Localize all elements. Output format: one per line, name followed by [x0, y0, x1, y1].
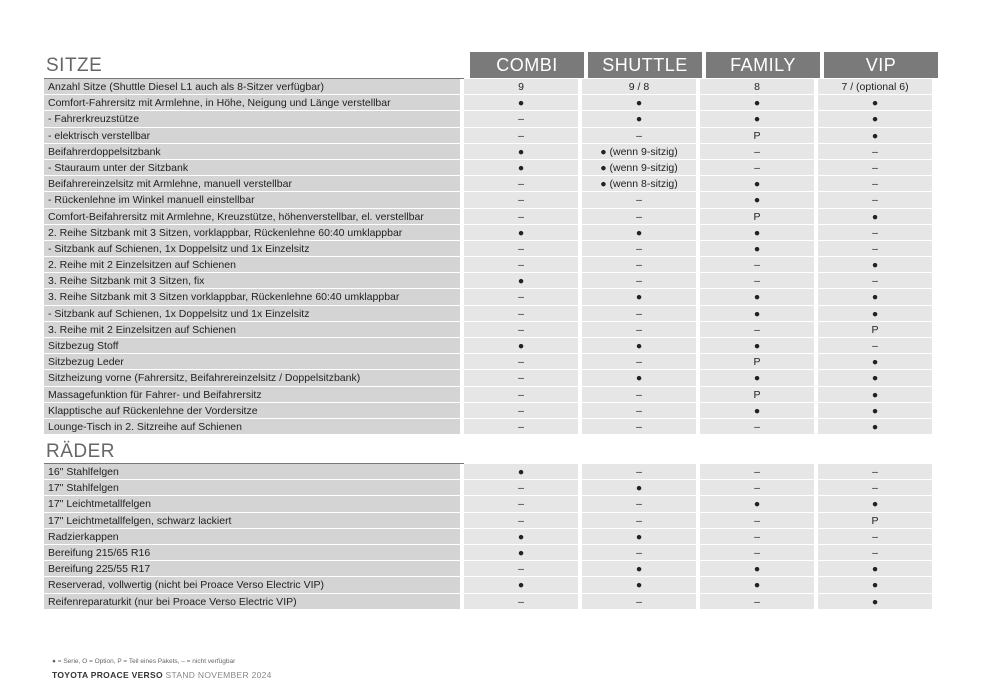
cell-combi: – [464, 111, 578, 127]
cell-vip: ● [818, 370, 932, 386]
cell-vip: ● [818, 306, 932, 322]
row-label: Beifahrerdoppelsitzbank [44, 144, 460, 160]
cell-combi: – [464, 176, 578, 192]
cell-vip: – [818, 160, 932, 176]
cell-combi: – [464, 403, 578, 419]
row-label: - elektrisch verstellbar [44, 128, 460, 144]
row-label: 17" Leichtmetallfelgen, schwarz lackiert [44, 513, 460, 529]
cell-shuttle: – [582, 322, 696, 338]
cell-vip: P [818, 322, 932, 338]
cell-combi: – [464, 387, 578, 403]
cell-vip: ● [818, 577, 932, 593]
row-label: Bereifung 215/65 R16 [44, 545, 460, 561]
cell-shuttle: – [582, 128, 696, 144]
cell-shuttle: ● [582, 289, 696, 305]
table-row [44, 513, 942, 529]
raeder-table [44, 464, 942, 610]
cell-vip: ● [818, 561, 932, 577]
cell-combi: ● [464, 529, 578, 545]
cell-family: P [700, 354, 814, 370]
table-row [44, 545, 942, 561]
cell-shuttle: – [582, 419, 696, 435]
cell-combi: – [464, 289, 578, 305]
cell-combi: 9 [464, 79, 578, 95]
cell-combi: ● [464, 577, 578, 593]
table-row [44, 403, 942, 419]
cell-family: – [700, 464, 814, 480]
cell-combi: ● [464, 273, 578, 289]
cell-family: ● [700, 577, 814, 593]
row-label: 2. Reihe mit 2 Einzelsitzen auf Schienen [44, 257, 460, 273]
cell-shuttle: – [582, 387, 696, 403]
cell-family: – [700, 144, 814, 160]
cell-vip: – [818, 480, 932, 496]
cell-family: ● [700, 95, 814, 111]
cell-combi: ● [464, 464, 578, 480]
section-title: SITZE [46, 55, 103, 76]
table-row [44, 529, 942, 545]
table-row [44, 160, 942, 176]
row-label: Reserverad, vollwertig (nicht bei Proace Verso Electric VIP) [44, 577, 460, 593]
cell-family: – [700, 322, 814, 338]
row-label: Massagefunktion für Fahrer- und Beifahrersitz [44, 387, 460, 403]
table-row [44, 79, 942, 95]
cell-shuttle: ● [582, 561, 696, 577]
cell-vip: ● [818, 111, 932, 127]
cell-vip: – [818, 464, 932, 480]
cell-family: ● [700, 111, 814, 127]
row-label: Bereifung 225/55 R17 [44, 561, 460, 577]
cell-vip: ● [818, 289, 932, 305]
row-label: 3. Reihe Sitzbank mit 3 Sitzen vorklappbar, Rückenlehne 60:40 umklappbar [44, 289, 460, 305]
cell-shuttle: – [582, 209, 696, 225]
column-header-shuttle: SHUTTLE [588, 52, 702, 78]
footer-brand [52, 670, 272, 680]
cell-shuttle: – [582, 306, 696, 322]
column-header-vip: VIP [824, 52, 938, 78]
cell-family: ● [700, 225, 814, 241]
cell-shuttle: – [582, 241, 696, 257]
cell-shuttle: 9 / 8 [582, 79, 696, 95]
cell-family: ● [700, 561, 814, 577]
row-label: Klapptische auf Rückenlehne der Vordersitze [44, 403, 460, 419]
cell-shuttle: – [582, 513, 696, 529]
stand-date: STAND NOVEMBER 2024 [165, 670, 272, 680]
cell-family: – [700, 529, 814, 545]
cell-family: – [700, 257, 814, 273]
column-header-family: FAMILY [706, 52, 820, 78]
cell-shuttle: – [582, 464, 696, 480]
cell-shuttle: ● (wenn 9-sitzig) [582, 160, 696, 176]
table-row [44, 95, 942, 111]
cell-vip: ● [818, 594, 932, 610]
cell-vip: – [818, 176, 932, 192]
cell-combi: ● [464, 160, 578, 176]
cell-vip: ● [818, 257, 932, 273]
cell-family: ● [700, 370, 814, 386]
cell-shuttle: – [582, 354, 696, 370]
cell-family: ● [700, 403, 814, 419]
row-label: Sitzbezug Stoff [44, 338, 460, 354]
table-row [44, 306, 942, 322]
cell-shuttle: ● (wenn 9-sitzig) [582, 144, 696, 160]
cell-vip: P [818, 513, 932, 529]
cell-shuttle: – [582, 496, 696, 512]
cell-combi: ● [464, 338, 578, 354]
cell-combi: – [464, 241, 578, 257]
column-headers [470, 52, 938, 78]
cell-combi: – [464, 419, 578, 435]
row-label: - Stauraum unter der Sitzbank [44, 160, 460, 176]
cell-combi: ● [464, 545, 578, 561]
row-label: Radzierkappen [44, 529, 460, 545]
cell-shuttle: ● [582, 370, 696, 386]
cell-vip: ● [818, 496, 932, 512]
raeder-section-header [44, 436, 942, 464]
cell-shuttle: ● [582, 95, 696, 111]
row-label: Lounge-Tisch in 2. Sitzreihe auf Schienen [44, 419, 460, 435]
cell-shuttle: ● (wenn 8-sitzig) [582, 176, 696, 192]
row-label: Sitzheizung vorne (Fahrersitz, Beifahrereinzelsitz / Doppelsitzbank) [44, 370, 460, 386]
cell-vip: – [818, 192, 932, 208]
cell-combi: – [464, 192, 578, 208]
row-label: Sitzbezug Leder [44, 354, 460, 370]
cell-family: ● [700, 241, 814, 257]
cell-family: – [700, 273, 814, 289]
cell-shuttle: ● [582, 111, 696, 127]
cell-family: ● [700, 289, 814, 305]
table-row [44, 289, 942, 305]
cell-shuttle: ● [582, 338, 696, 354]
cell-vip: ● [818, 403, 932, 419]
cell-family: P [700, 209, 814, 225]
table-row [44, 225, 942, 241]
table-row [44, 273, 942, 289]
row-label: 3. Reihe Sitzbank mit 3 Sitzen, fix [44, 273, 460, 289]
table-row [44, 561, 942, 577]
legend-note: ● = Serie, O = Option, P = Teil eines Pakets, – = nicht verfügbar [52, 658, 236, 665]
cell-vip: ● [818, 95, 932, 111]
row-label: Anzahl Sitze (Shuttle Diesel L1 auch als 8-Sitzer verfügbar) [44, 79, 460, 95]
table-row [44, 387, 942, 403]
cell-vip: – [818, 241, 932, 257]
table-row [44, 192, 942, 208]
cell-family: – [700, 419, 814, 435]
row-label: Comfort-Beifahrersitz mit Armlehne, Kreuzstütze, höhenverstellbar, el. verstellbar [44, 209, 460, 225]
table-row [44, 354, 942, 370]
cell-vip: – [818, 338, 932, 354]
cell-vip: 7 / (optional 6) [818, 79, 932, 95]
cell-vip: – [818, 144, 932, 160]
cell-family: ● [700, 338, 814, 354]
table-row [44, 370, 942, 386]
table-row [44, 419, 942, 435]
cell-shuttle: ● [582, 577, 696, 593]
cell-shuttle: – [582, 403, 696, 419]
cell-combi: – [464, 354, 578, 370]
cell-combi: – [464, 480, 578, 496]
cell-combi: – [464, 496, 578, 512]
cell-family: P [700, 128, 814, 144]
column-header-combi: COMBI [470, 52, 584, 78]
cell-combi: ● [464, 144, 578, 160]
row-label: 16" Stahlfelgen [44, 464, 460, 480]
table-row [44, 480, 942, 496]
cell-combi: – [464, 306, 578, 322]
cell-family: – [700, 160, 814, 176]
row-label: - Rückenlehne im Winkel manuell einstellbar [44, 192, 460, 208]
cell-vip: – [818, 545, 932, 561]
cell-vip: – [818, 273, 932, 289]
table-row [44, 594, 942, 610]
table-row [44, 241, 942, 257]
table-row [44, 111, 942, 127]
cell-family: – [700, 480, 814, 496]
section-title: RÄDER [46, 441, 116, 462]
table-row [44, 322, 942, 338]
cell-family: ● [700, 192, 814, 208]
row-label: 3. Reihe mit 2 Einzelsitzen auf Schienen [44, 322, 460, 338]
cell-vip: ● [818, 419, 932, 435]
cell-vip: – [818, 225, 932, 241]
cell-family: ● [700, 496, 814, 512]
row-label: Beifahrereinzelsitz mit Armlehne, manuell verstellbar [44, 176, 460, 192]
cell-vip: ● [818, 387, 932, 403]
cell-combi: ● [464, 225, 578, 241]
cell-shuttle: – [582, 594, 696, 610]
cell-shuttle: – [582, 545, 696, 561]
row-label: Reifenreparaturkit (nur bei Proace Verso Electric VIP) [44, 594, 460, 610]
table-row [44, 338, 942, 354]
table-row [44, 464, 942, 480]
cell-shuttle: ● [582, 480, 696, 496]
sitze-section-header [44, 50, 942, 78]
cell-family: P [700, 387, 814, 403]
cell-family: – [700, 513, 814, 529]
cell-family: ● [700, 306, 814, 322]
cell-shuttle: – [582, 192, 696, 208]
table-row [44, 176, 942, 192]
sitze-table [44, 79, 942, 435]
table-row [44, 128, 942, 144]
cell-vip: – [818, 529, 932, 545]
cell-combi: ● [464, 95, 578, 111]
table-row [44, 209, 942, 225]
row-label: Comfort-Fahrersitz mit Armlehne, in Höhe, Neigung und Länge verstellbar [44, 95, 460, 111]
cell-combi: – [464, 370, 578, 386]
row-label: - Sitzbank auf Schienen, 1x Doppelsitz und 1x Einzelsitz [44, 241, 460, 257]
row-label: - Fahrerkreuzstütze [44, 111, 460, 127]
cell-family: – [700, 545, 814, 561]
table-row [44, 496, 942, 512]
cell-vip: ● [818, 128, 932, 144]
cell-family: 8 [700, 79, 814, 95]
row-label: 2. Reihe Sitzbank mit 3 Sitzen, vorklappbar, Rückenlehne 60:40 umklappbar [44, 225, 460, 241]
cell-shuttle: – [582, 273, 696, 289]
cell-combi: – [464, 513, 578, 529]
cell-combi: – [464, 322, 578, 338]
cell-shuttle: – [582, 257, 696, 273]
table-row [44, 257, 942, 273]
table-row [44, 144, 942, 160]
cell-family: – [700, 594, 814, 610]
row-label: 17" Stahlfelgen [44, 480, 460, 496]
cell-combi: – [464, 128, 578, 144]
cell-shuttle: ● [582, 529, 696, 545]
cell-vip: ● [818, 209, 932, 225]
row-label: - Sitzbank auf Schienen, 1x Doppelsitz und 1x Einzelsitz [44, 306, 460, 322]
cell-family: ● [700, 176, 814, 192]
row-label: 17" Leichtmetallfelgen [44, 496, 460, 512]
cell-combi: – [464, 594, 578, 610]
brand-name: TOYOTA PROACE VERSO [52, 670, 163, 680]
cell-combi: – [464, 257, 578, 273]
cell-shuttle: ● [582, 225, 696, 241]
table-row [44, 577, 942, 593]
cell-combi: – [464, 209, 578, 225]
cell-vip: ● [818, 354, 932, 370]
cell-combi: – [464, 561, 578, 577]
